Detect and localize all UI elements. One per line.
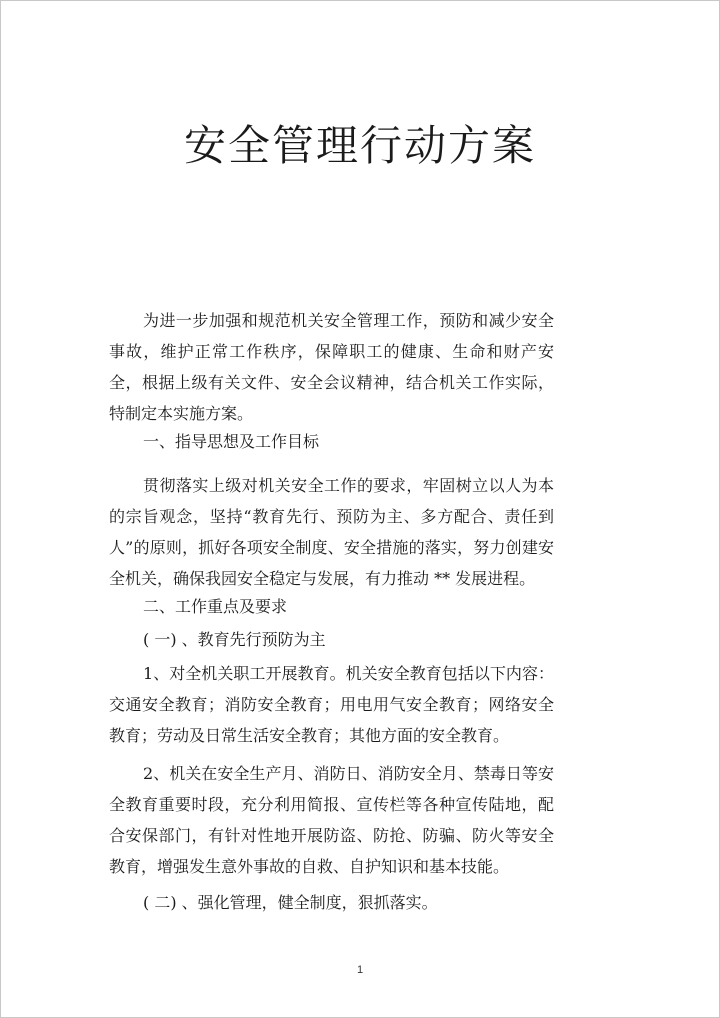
heading-section-one: ( 一) 、教育先行预防为主 — [143, 630, 326, 649]
paragraph-item-1: 1、对全机关职工开展教育。机关安全教育包括以下内容：交通安全教育；消防安全教育；用电用气安全教育；网络安全教育；劳动及日常生活安全教育；其他方面的安全教育。 — [109, 664, 554, 745]
paragraph-intro: 为进一步加强和规范机关安全管理工作，预防和减少安全事故，维护正常工作秩序，保障职工的健康、生命和财产安全，根据上级有关文件、安全会议精神，结合机关工作实际，特制定本实施方案。 — [109, 311, 554, 423]
paragraph-item-2: 2、机关在安全生产月、消防日、消防安全月、禁毒日等安全教育重要时段，充分利用简报、宣传栏等各种宣传陆地，配合安保部门，有针对性地开展防盗、防抢、防骗、防火等安全教育，增强发生意外事故的自救、自护知识和基本技能。 — [109, 764, 554, 876]
page-number: 1 — [356, 964, 364, 976]
heading-work-focus: 二、工作重点及要求 — [143, 597, 288, 616]
paragraph-guiding-ideology: 贯彻落实上级对机关安全工作的要求，牢固树立以人为本的宗旨观念，坚持“教育先行、预防为主、多方配合、责任到人”的原则，抓好各项安全制度、安全措施的落实，努力创建安全机关，确保我园安全稳定与发展，有力推动 ** 发展进程。 — [109, 476, 554, 588]
document-title: 安全管理行动方案 — [183, 121, 536, 170]
heading-guiding-ideology: 一、指导思想及工作目标 — [143, 432, 320, 451]
heading-section-two: ( 二) 、强化管理，健全制度，狠抓落实。 — [143, 893, 438, 912]
